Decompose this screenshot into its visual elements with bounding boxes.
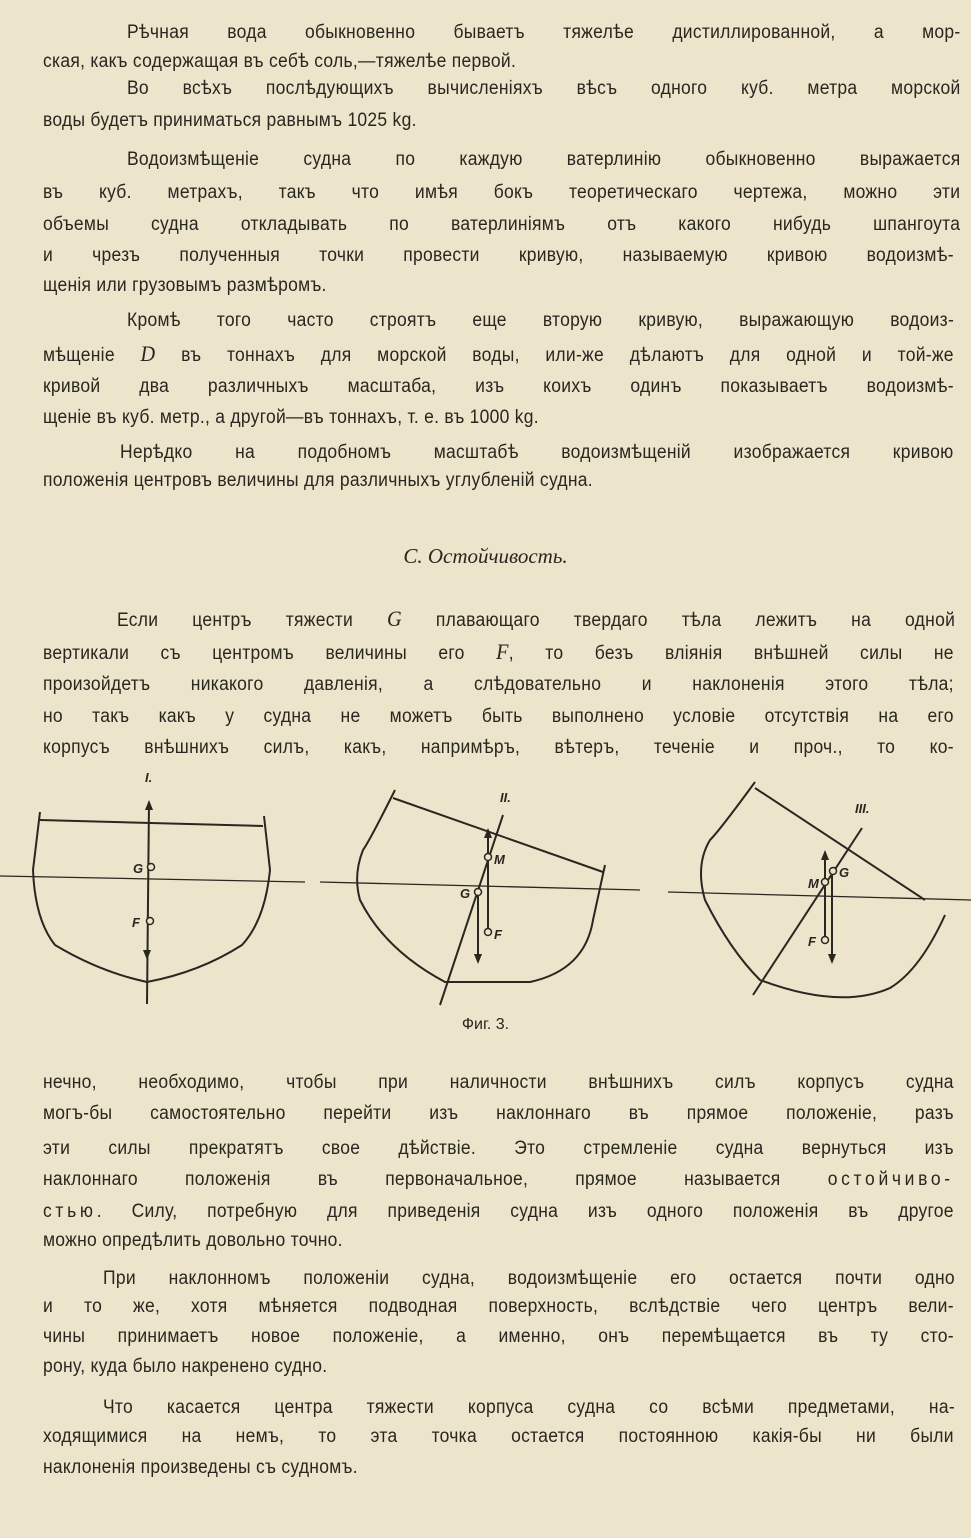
math-symbol-d: D bbox=[140, 341, 156, 366]
text-span: Если центръ тяжести bbox=[117, 610, 388, 631]
text-line: щеніе въ куб. метр., а другой—въ тоннахъ, т. е. въ 1000 kg. bbox=[43, 407, 539, 428]
point-m bbox=[822, 879, 829, 886]
text-line: объемы судна откладывать по ватерлиніямъ отъ какого нибудь шпангоута bbox=[43, 214, 961, 235]
text-span: въ тоннахъ для морской воды, или-же дѣлаютъ для одной и той-же bbox=[155, 345, 954, 366]
text-line: можно опредѣлить довольно точно. bbox=[43, 1230, 343, 1251]
vertical-axis bbox=[147, 802, 149, 1004]
text-line: Водоизмѣщеніе судна по каждую ватерлинію обыкновенно выражается bbox=[127, 149, 961, 170]
label-f: F bbox=[494, 927, 502, 942]
deck-line bbox=[40, 820, 263, 826]
label-g: G bbox=[839, 865, 850, 880]
text-line: ходящимися на немъ, то эта точка остается постоянною какія-бы ни были bbox=[43, 1426, 954, 1447]
text-line: въ куб. метрахъ, такъ что имѣя бокъ теоретическаго чертежа, можно эти bbox=[43, 182, 961, 203]
text-line: Что касается центра тяжести корпуса судна со всѣми предметами, на- bbox=[103, 1397, 955, 1418]
arrow-up-icon bbox=[821, 850, 829, 860]
label-f: F bbox=[132, 915, 140, 930]
point-f bbox=[485, 929, 492, 936]
text-line bbox=[43, 637, 954, 669]
arrow-down-icon bbox=[474, 954, 482, 964]
text-line: воды будетъ приниматься равнымъ 1025 kg. bbox=[43, 110, 417, 131]
tilted-axis bbox=[440, 815, 503, 1005]
text-line: положенія центровъ величины для различныхъ углубленій судна. bbox=[43, 470, 593, 491]
text-line: щенія или грузовымъ размѣромъ. bbox=[43, 275, 327, 296]
text-span: наклоннаго положенія въ первоначальное, прямое называется bbox=[43, 1169, 828, 1190]
emphasized-term: стью bbox=[43, 1201, 97, 1222]
emphasized-term: остойчиво- bbox=[827, 1169, 954, 1190]
label-g: G bbox=[133, 861, 144, 876]
text-span: вертикали съ центромъ величины его bbox=[43, 643, 497, 664]
text-span: . Силу, потребную для приведенія судна изъ одного положенія въ другое bbox=[96, 1201, 954, 1222]
math-symbol-g: G bbox=[387, 606, 402, 631]
text-line: нечно, необходимо, чтобы при наличности внѣшнихъ силъ корпусъ судна bbox=[43, 1072, 954, 1093]
text-span: , то безъ вліянія внѣшней силы не bbox=[508, 643, 954, 664]
text-span: мѣщеніе bbox=[43, 345, 141, 366]
text-line: произойдетъ никакого давленія, а слѣдовательно и наклоненія этого тѣла; bbox=[43, 674, 954, 695]
point-g bbox=[830, 868, 837, 875]
waterline bbox=[0, 876, 305, 882]
panel-label: III. bbox=[855, 801, 870, 816]
text-line: наклоненія произведены съ судномъ. bbox=[43, 1457, 358, 1478]
text-line: эти силы прекратятъ свое дѣйствіе. Это стремленіе судна вернуться изъ bbox=[43, 1138, 954, 1159]
point-f bbox=[147, 918, 154, 925]
text-line: Во всѣхъ послѣдующихъ вычисленіяхъ вѣсъ одного куб. метра морской bbox=[127, 78, 961, 99]
label-m: M bbox=[808, 876, 819, 891]
text-line: Рѣчная вода обыкновенно бываетъ тяжелѣе дистиллированной, а мор- bbox=[127, 22, 961, 43]
point-m bbox=[485, 854, 492, 861]
figure-panel-3 bbox=[660, 770, 971, 1010]
label-m: M bbox=[494, 852, 505, 867]
text-line: При наклонномъ положеніи судна, водоизмѣщеніе его остается почти одно bbox=[103, 1268, 955, 1289]
arrow-down-icon bbox=[143, 950, 151, 960]
arrow-up-icon bbox=[145, 800, 153, 810]
figure-panel-1 bbox=[0, 760, 320, 1010]
text-line: корпусъ внѣшнихъ силъ, какъ, напримѣръ, вѣтеръ, теченіе и проч., то ко- bbox=[43, 737, 954, 758]
text-line: кривой два различныхъ масштаба, изъ коихъ одинъ показываетъ водоизмѣ- bbox=[43, 376, 954, 397]
point-g bbox=[148, 864, 155, 871]
math-symbol-f: F bbox=[496, 639, 509, 664]
point-f bbox=[822, 937, 829, 944]
hull-outline bbox=[33, 812, 270, 982]
text-line: и чрезъ полученныя точки провести кривую, называемую кривою водоизмѣ- bbox=[43, 245, 954, 266]
figure-panel-2 bbox=[315, 770, 655, 1010]
label-g: G bbox=[460, 886, 471, 901]
text-line: и то же, хотя мѣняется подводная поверхность, вслѣдствіе чего центръ вели- bbox=[43, 1296, 954, 1317]
text-span: плавающаго твердаго тѣла лежитъ на одной bbox=[401, 610, 956, 631]
text-line bbox=[43, 1197, 954, 1227]
panel-label: I. bbox=[145, 770, 153, 785]
text-line: могъ-бы самостоятельно перейти изъ наклоннаго въ прямое положеніе, разъ bbox=[43, 1103, 954, 1124]
tilted-axis bbox=[753, 828, 862, 995]
text-line: ская, какъ содержащая въ себѣ соль,—тяжелѣе первой. bbox=[43, 51, 517, 72]
text-line: чины принимаетъ новое положеніе, а именно, онъ перемѣщается въ ту сто- bbox=[43, 1326, 954, 1347]
text-line bbox=[43, 339, 954, 371]
text-line bbox=[43, 1165, 954, 1195]
deck-line bbox=[755, 788, 925, 900]
arrow-down-icon bbox=[828, 954, 836, 964]
text-line: Нерѣдко на подобномъ масштабѣ водоизмѣщеній изображается кривою bbox=[120, 442, 954, 463]
figure-caption: Фиг. 3. bbox=[461, 1016, 510, 1033]
text-line: рону, куда было накренено судно. bbox=[43, 1356, 328, 1377]
text-line: Кромѣ того часто строятъ еще вторую кривую, выражающую водоиз- bbox=[127, 310, 955, 331]
section-heading: С. Остойчивость. bbox=[403, 544, 568, 568]
label-f: F bbox=[808, 934, 816, 949]
panel-label: II. bbox=[500, 790, 511, 805]
point-g bbox=[475, 889, 482, 896]
text-line: но такъ какъ у судна не можетъ быть выполнено условіе отсутствія на его bbox=[43, 706, 954, 727]
text-line bbox=[117, 604, 955, 636]
